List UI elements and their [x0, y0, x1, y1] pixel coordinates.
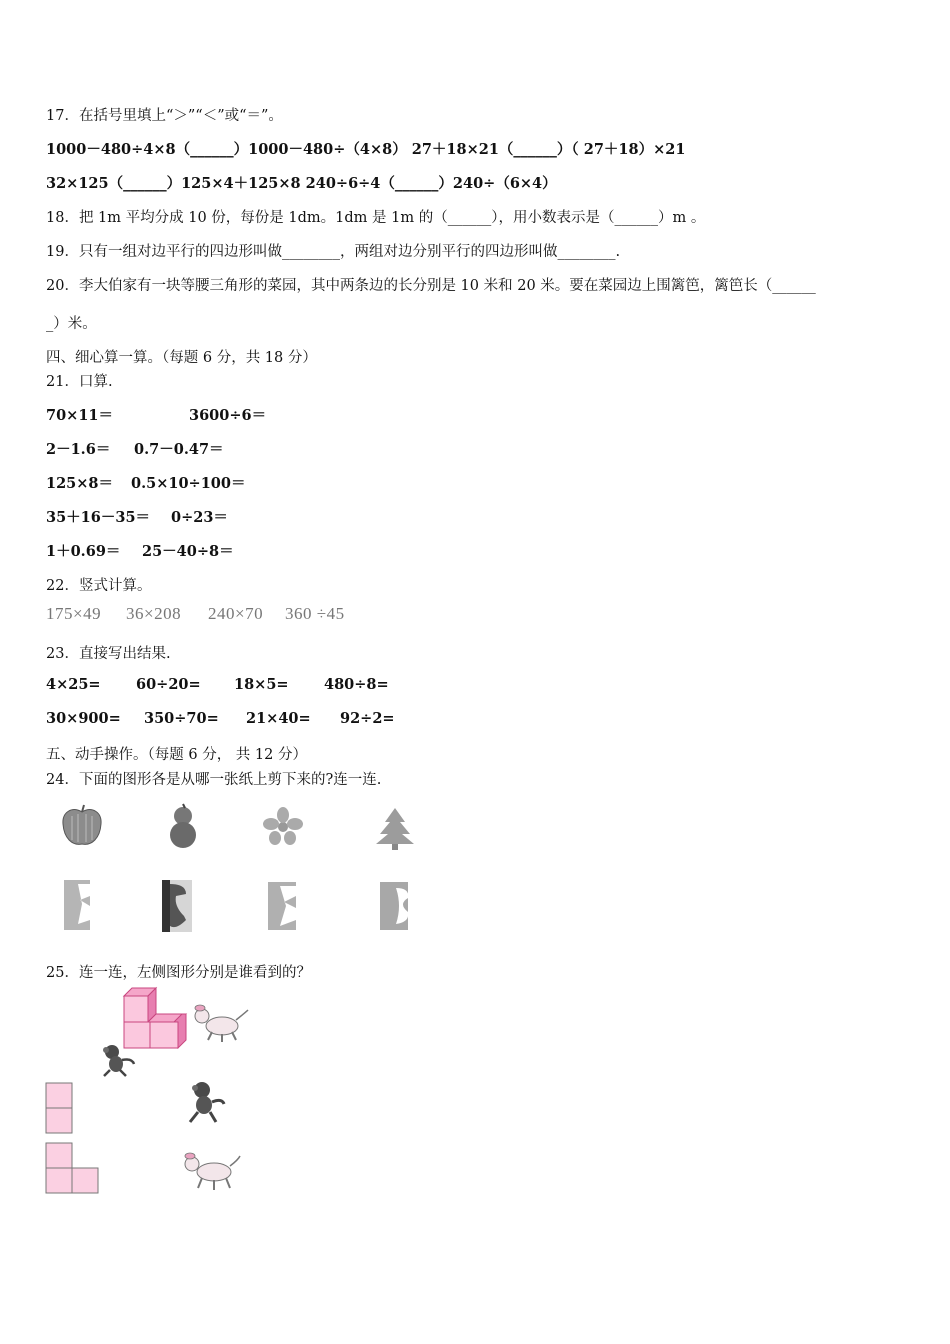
q21-row-3: 125×8＝ 0.5×10÷100＝	[46, 475, 246, 492]
q21-row-2: 2－1.6＝ 0.7－0.47＝	[46, 441, 224, 458]
q22-title: 22．竖式计算。	[46, 578, 152, 594]
q24-paper-sheets	[58, 876, 428, 936]
q21-row-5: 1＋0.69＝ 25－40÷8＝	[46, 543, 234, 560]
q24-title: 24．下面的图形各是从哪一张纸上剪下来的?连一连.	[46, 772, 382, 788]
q23-title: 23．直接写出结果.	[46, 646, 171, 662]
dog-icon	[195, 1005, 248, 1042]
gourd-shape-icon	[170, 804, 196, 848]
q17-row1: 1000－480÷4×8（______）1000－480÷（4×8） 27＋18×21（______）（ 27＋18）×21	[46, 141, 686, 158]
q23-row1: 4×25= 60÷20= 18×5= 480÷8=	[46, 676, 389, 693]
monkey-option-icon	[180, 1080, 228, 1126]
q21-row-4: 35＋16－35＝ 0÷23＝	[46, 509, 228, 526]
flower-shape-icon	[263, 807, 303, 845]
q25-title: 25．连一连，左侧图形分别是谁看到的？	[46, 965, 311, 981]
section4-heading: 四、细心算一算。（每题 6 分，共 18 分）	[46, 350, 317, 366]
q21-title: 21．口算.	[46, 374, 113, 390]
section5-heading: 五、动手操作。（每题 6 分， 共 12 分）	[46, 747, 307, 763]
paper-sheet-4	[380, 882, 408, 930]
q25-view-vertical	[45, 1082, 75, 1136]
q17-row2: 32×125（______）125×4＋125×8 240÷6÷4（______）240÷（6×4）	[46, 175, 557, 192]
q25-cube-scene	[90, 986, 260, 1078]
paper-sheet-1	[64, 880, 90, 930]
q17-title: 17．在括号里填上“＞”“＜”或“＝”。	[46, 108, 283, 124]
apple-shape-icon	[63, 805, 101, 844]
dog-option-icon	[180, 1150, 242, 1194]
tree-shape-icon	[376, 808, 414, 850]
q21-row-1: 70×11＝ 3600÷6＝	[46, 407, 267, 424]
q20-line2: _）米。	[46, 316, 97, 332]
paper-sheet-3	[268, 882, 296, 930]
q20-line1: 20．李大伯家有一块等腰三角形的菜园，其中两条边的长分别是 10 米和 20 米。要在菜园边上围篱笆，篱笆长（______	[46, 278, 816, 294]
q24-cut-shapes	[58, 802, 438, 854]
monkey-icon	[103, 1045, 134, 1076]
q23-row2: 30×900= 350÷70= 21×40= 92÷2=	[46, 710, 395, 727]
q19-text: 19．只有一组对边平行的四边形叫做________，两组对边分别平行的四边形叫做________.	[46, 244, 621, 260]
paper-sheet-2	[162, 880, 192, 932]
q22-items: 175×49 36×208 240×70 360 ÷45	[46, 604, 345, 623]
cube-stack	[124, 988, 186, 1048]
q25-view-l-shape	[45, 1142, 101, 1196]
q18-text: 18．把 1m 平均分成 10 份，每份是 1dm。1dm 是 1m 的（______），用小数表示是（______）m 。	[46, 210, 706, 226]
